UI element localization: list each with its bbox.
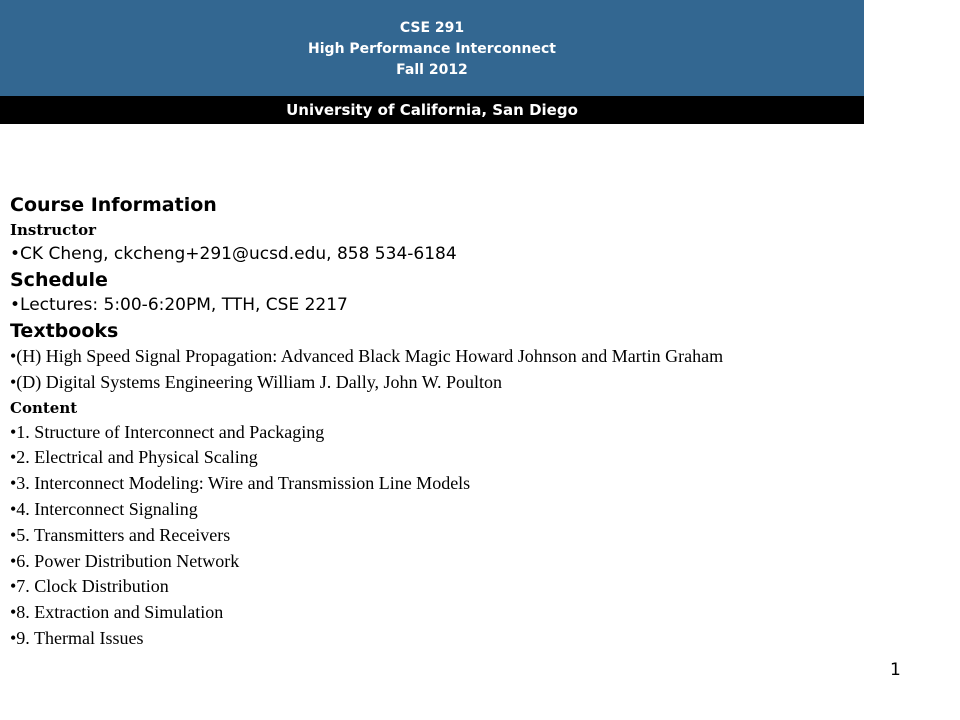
content-item: •2. Electrical and Physical Scaling [10,447,258,468]
course-code: CSE 291 [399,20,465,36]
content-item: •1. Structure of Interconnect and Packaging [10,421,325,442]
textbooks-heading: Textbooks [10,320,119,342]
instructor-line: •CK Cheng, ckcheng+291@ucsd.edu, 858 534-6184 [10,244,457,264]
content-item: •3. Interconnect Modeling: Wire and Transmission Line Models [10,473,471,494]
content-item: •5. Transmitters and Receivers [10,524,231,545]
content-item: •9. Thermal Issues [10,627,144,648]
content-heading: Content [10,398,78,417]
content-item: •7. Clock Distribution [10,576,169,597]
course-information-heading: Course Information [10,194,217,216]
course-term: Fall 2012 [396,62,468,78]
content-item: •8. Extraction and Simulation [10,602,224,623]
textbook-item: •(H) High Speed Signal Propagation: Advanced Black Magic Howard Johnson and Martin Graham [10,346,724,366]
slide-number: 1 [890,660,901,680]
instructor-heading: Instructor [10,221,97,239]
textbook-item: •(D) Digital Systems Engineering William J. Dally, John W. Poulton [10,371,503,392]
course-title: High Performance Interconnect [308,41,556,57]
schedule-heading: Schedule [10,269,108,291]
lectures-line: •Lectures: 5:00-6:20PM, TTH, CSE 2217 [10,295,348,315]
content-item: •4. Interconnect Signaling [10,498,198,519]
content-item: •6. Power Distribution Network [10,550,240,571]
slide-content [10,192,910,652]
slide-header [0,0,864,96]
university-banner: University of California, San Diego [0,96,864,124]
